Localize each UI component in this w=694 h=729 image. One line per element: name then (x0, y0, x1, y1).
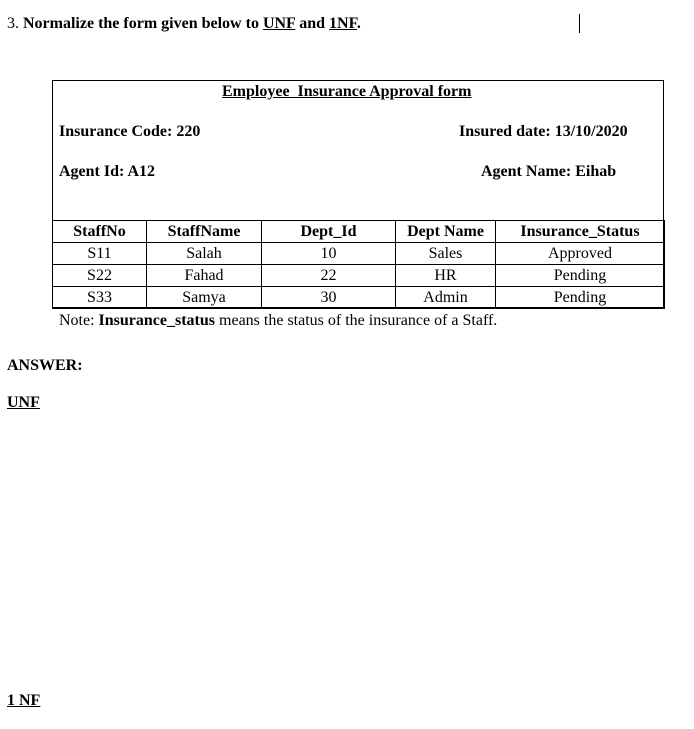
question-period: . (356, 15, 361, 32)
table-cell: 30 (262, 287, 396, 309)
question-and: and (295, 15, 330, 32)
column-header: Insurance_Status (496, 221, 665, 243)
table-cell: Sales (396, 243, 496, 265)
table-row (53, 265, 665, 287)
table-cell: Fahad (147, 265, 262, 287)
table-cell: 22 (262, 265, 396, 287)
staff-table (52, 220, 665, 309)
table-row (53, 243, 665, 265)
form-title: Employee Insurance Approval form (222, 83, 472, 100)
table-cell: Pending (496, 287, 665, 309)
question-text (7, 15, 361, 33)
table-cell: S11 (53, 243, 147, 265)
table-cell: HR (396, 265, 496, 287)
note-prefix: Note: (59, 312, 99, 329)
table-header-row (53, 221, 665, 243)
column-header: StaffNo (53, 221, 147, 243)
table-row (53, 287, 665, 309)
note-rest: means the status of the insurance of a Staff. (215, 312, 498, 329)
column-header: Dept Name (396, 221, 496, 243)
agent-name: Agent Name: Eihab (481, 163, 617, 180)
question-unf: UNF (262, 15, 296, 32)
table-cell: S33 (53, 287, 147, 309)
table-cell: Salah (147, 243, 262, 265)
text-cursor (579, 14, 580, 33)
table-cell: Approved (496, 243, 665, 265)
table-cell: Samya (147, 287, 262, 309)
table-cell: 10 (262, 243, 396, 265)
answer-heading: ANSWER: (7, 357, 83, 374)
question-1nf: 1NF (329, 15, 357, 32)
1nf-heading: 1 NF (7, 692, 41, 709)
table-cell: Admin (396, 287, 496, 309)
question-body: Normalize the form given below to (23, 15, 263, 32)
unf-heading: UNF (7, 394, 40, 411)
note-term: Insurance_status (98, 312, 216, 329)
question-number: 3. (7, 15, 23, 32)
insurance-code: Insurance Code: 220 (59, 123, 201, 140)
insured-date: Insured date: 13/10/2020 (459, 123, 628, 140)
table-cell: S22 (53, 265, 147, 287)
column-header: StaffName (147, 221, 262, 243)
table-cell: Pending (496, 265, 665, 287)
form-note (59, 312, 497, 330)
agent-id: Agent Id: A12 (59, 163, 156, 180)
column-header: Dept_Id (262, 221, 396, 243)
